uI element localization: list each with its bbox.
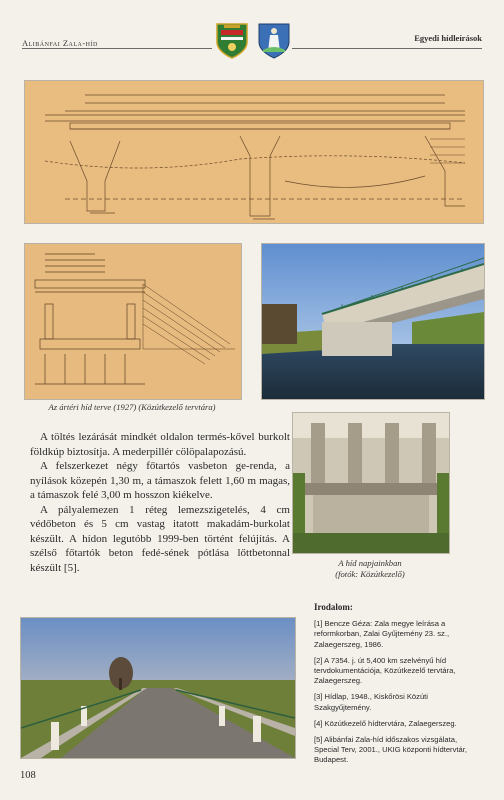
references [314,602,484,772]
reference-item: [1] Bencze Géza: Zala megye leírása a reformkorban, Zalai Gyűjtemény 23. sz., Zalaegerszeg, 1986. [314,619,450,649]
drawing-caption: Az ártéri híd terve (1927) (Közútkezelő tervtára) [48,402,216,412]
references-title: Irodalom: [314,602,353,612]
cross-section-drawing [24,243,242,400]
reference-item: [4] Közútkezelő hídtervtára, Zalaegerszeg. [314,718,457,728]
running-header-right: Egyedi hídleírások [414,33,482,43]
running-header-left: Alibánfai Zala-híd [22,38,98,48]
reference-item: [5] Alibánfai Zala-híd időszakos vizsgálata, Special Terv, 2001., UKIG központi hídtervtár, Budapest. [314,735,467,765]
county-coat-of-arms-icon [215,22,249,60]
body-text [30,430,290,575]
reference-item: [2] A 7354. j. út 5,400 km szelvényű híd tervdokumentációja, Közútkezelő tervtára, Zalaegerszeg. [314,655,456,686]
bridge-elevation-drawing [24,80,484,224]
saint-figure-coat-of-arms-icon [257,22,291,60]
bridge-side-photo [261,243,485,400]
header-rule-left [22,48,212,49]
body-paragraph: A felszerkezet négy főtartós vasbeton ge-renda, a nyílások közepén 1,30 m, a támaszok felett 1,60 m magas, a támaszok felé 3,00 m hosszon kiékelve. [30,460,290,501]
photo-caption [292,558,448,580]
header-rule-right [292,48,482,49]
bridge-deck-photo [20,617,296,759]
reference-item: [3] Hídlap, 1948., Kiskőrösi Közúti Szakgyűjtemény. [314,692,428,712]
photo-caption-title: A híd napjainkban [338,558,402,568]
page-number: 108 [20,770,36,781]
photo-caption-credit: (fotók: Közútkezelő) [335,569,405,579]
bridge-underside-photo [292,412,450,554]
body-paragraph: A töltés lezárását mindkét oldalon termés-kővel burkolt földkúp biztosítja. A mederpillér cölöpalapozású. [30,431,290,458]
body-paragraph: A pályalemezen 1 réteg lemezszigetelés, 4 cm védőbeton és 5 cm vastag itatott makadám-burkolat készült. A hídon legutóbb 1999-ben történt felújítás. A szélső főtartók beton fedé-sének pótlása lőttbetonnal készült [5]. [30,503,290,574]
